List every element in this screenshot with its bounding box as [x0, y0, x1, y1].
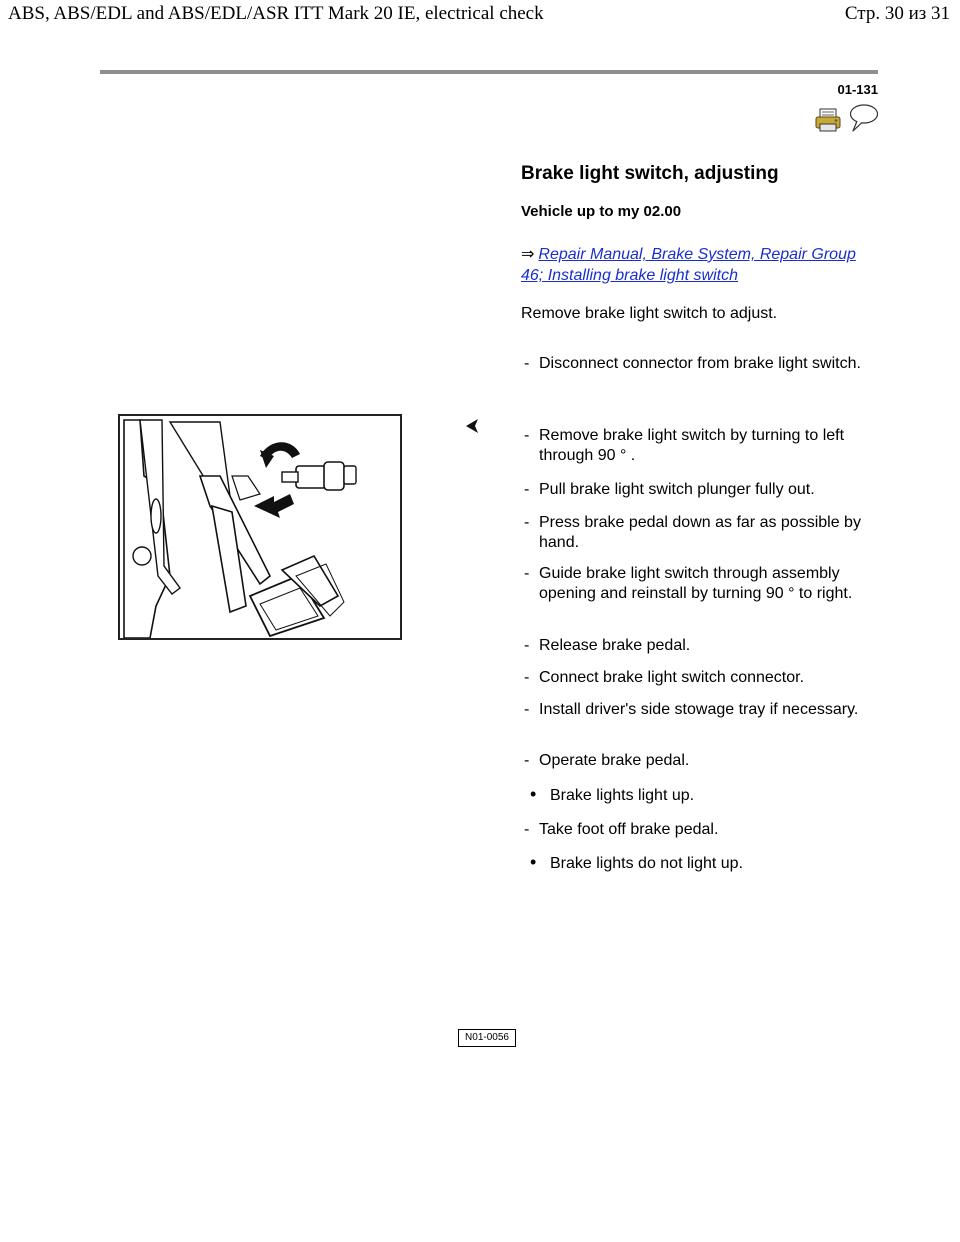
repair-manual-reference	[521, 244, 866, 286]
section-subtitle: Vehicle up to my 02.00	[521, 203, 682, 220]
step-item: - Press brake pedal down as far as possible by hand.	[524, 514, 861, 551]
step-item: - Remove brake light switch by turning to left through 90 ° .	[524, 427, 845, 464]
section-title: Brake light switch, adjusting	[521, 163, 779, 184]
intro-text: Remove brake light switch to adjust.	[521, 305, 778, 322]
step-item: - Pull brake light switch plunger fully out.	[524, 481, 815, 498]
figure-label: N01-0056	[458, 1029, 516, 1047]
step-item: - Take foot off brake pedal.	[524, 821, 719, 838]
brake-pedal-illustration	[120, 416, 400, 638]
result-bullet: • Brake lights do not light up.	[530, 852, 744, 872]
arrow-pointer-icon	[462, 416, 482, 436]
page-indicator: Стр. 30 из 31	[844, 3, 950, 24]
header-divider	[100, 70, 878, 74]
step-item: - Release brake pedal.	[524, 637, 691, 654]
page-code: 01-131	[837, 82, 878, 97]
result-bullet: • Brake lights light up.	[530, 784, 695, 804]
step-item: - Connect brake light switch connector.	[524, 669, 805, 686]
step-item: - Operate brake pedal.	[524, 752, 690, 769]
printer-icon[interactable]	[815, 108, 841, 132]
document-title: ABS, ABS/EDL and ABS/EDL/ASR ITT Mark 20 IE, electrical check	[8, 3, 544, 24]
brake-pedal-figure	[118, 414, 509, 1043]
step-item: - Guide brake light switch through assembly opening and reinstall by turning 90 ° to right.	[524, 565, 853, 602]
speech-bubble-icon[interactable]	[847, 103, 879, 133]
step-item: - Install driver's side stowage tray if necessary.	[524, 701, 859, 718]
step-item: - Disconnect connector from brake light switch.	[524, 355, 861, 372]
repair-manual-link[interactable]: Repair Manual, Brake System, Repair Group 46; Installing brake light switch	[521, 246, 856, 284]
link-arrow: ⇒	[521, 246, 535, 263]
